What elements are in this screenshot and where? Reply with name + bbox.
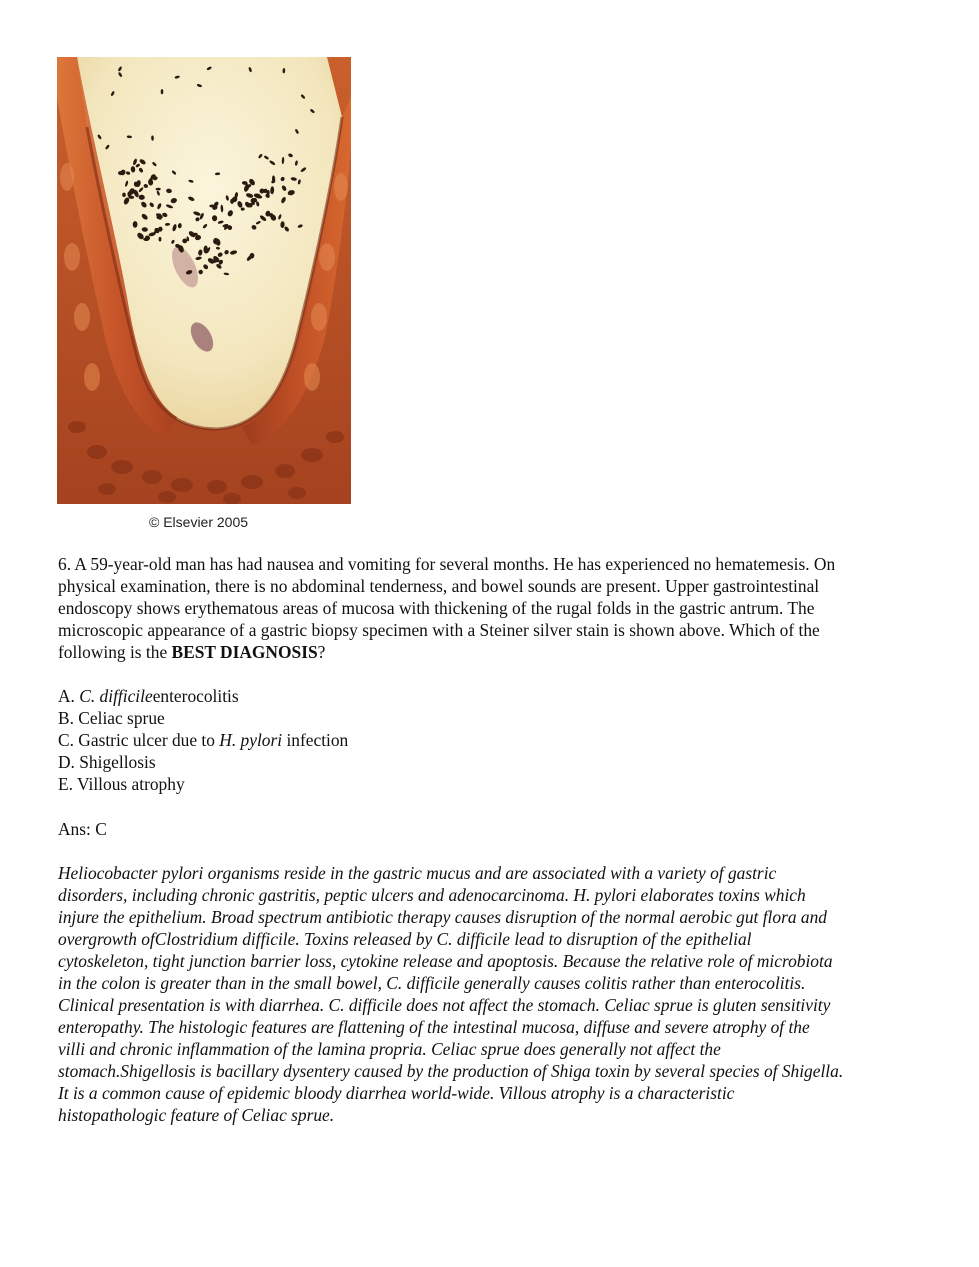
histology-image [57, 57, 351, 504]
option-a-text: enterocolitis [152, 686, 239, 706]
question-last-suffix: ? [317, 642, 326, 662]
explanation-line: overgrowth ofClostridium difficile. Toxins released by C. difficile lead to disruption of the epithelial [58, 929, 752, 949]
gastric-biopsy-silver-stain-image [57, 57, 351, 504]
option-d: D. Shigellosis [58, 752, 156, 772]
explanation-line: disorders, including chronic gastritis, peptic ulcers and adenocarcinoma. H. pylori elaborates toxins which [58, 885, 806, 905]
option-b: B. Celiac sprue [58, 708, 165, 728]
question-line: microscopic appearance of a gastric biopsy specimen with a Steiner silver stain is shown above. Which of the [58, 620, 820, 640]
explanation-line: stomach.Shigellosis is bacillary dysentery caused by the production of Shiga toxin by several species of Shigella. [58, 1061, 844, 1081]
explanation-line: Clinical presentation is with diarrhea. C. difficile does not affect the stomach. Celiac sprue is gluten sensitivity [58, 995, 831, 1015]
explanation-line: injure the epithelium. Broad spectrum antibiotic therapy causes disruption of the normal aerobic gut flora and [58, 907, 827, 927]
option-c-text: C. Gastric ulcer due to [58, 730, 220, 750]
question-emphasis: BEST DIAGNOSIS [171, 642, 318, 662]
option-a-organism: C. difficile [79, 686, 153, 706]
question-line: endoscopy shows erythematous areas of mucosa with thickening of the rugal folds in the gastric antrum. The [58, 598, 815, 618]
option-c-organism: H. pylori [219, 730, 283, 750]
option-e: E. Villous atrophy [58, 774, 185, 794]
explanation-line: enteropathy. The histologic features are flattening of the intestinal mucosa, diffuse and severe atrophy of the [58, 1017, 810, 1037]
question-last-prefix: following is the [58, 642, 172, 662]
figure-caption: © Elsevier 2005 [149, 514, 249, 530]
bacterium-mark [159, 237, 162, 242]
question-line: 6. A 59-year-old man has had nausea and vomiting for several months. He has experienced no hematemesis. On [58, 554, 836, 574]
question-line: physical examination, there is no abdominal tenderness, and bowel sounds are present. Upper gastrointestinal [58, 576, 820, 596]
answer-key: Ans: C [58, 819, 107, 839]
explanation-line: villi and chronic inflammation of the lamina propria. Celiac sprue does generally not affect the [58, 1039, 721, 1059]
option-c [58, 729, 348, 751]
explanation-line: histopathologic feature of Celiac sprue. [58, 1105, 335, 1125]
question-line [58, 641, 928, 663]
explanation-line: in the colon is greater than in the small bowel, C. difficile generally causes colitis rather than enterocolitis. [58, 973, 806, 993]
option-a-letter: A. [58, 686, 80, 706]
explanation-text [58, 862, 938, 1126]
question-text [58, 553, 928, 663]
option-a [58, 685, 348, 707]
explanation-line: It is a common cause of epidemic bloody diarrhea world-wide. Villous atrophy is a characteristic [58, 1083, 735, 1103]
answer-options [58, 685, 348, 795]
explanation-line: Heliocobacter pylori organisms reside in the gastric mucus and are associated with a variety of gastric [58, 863, 777, 883]
option-c-suffix: infection [282, 730, 349, 750]
explanation-line: cytoskeleton, tight junction barrier loss, cytokine release and apoptosis. Because the relative role of microbiota [58, 951, 833, 971]
